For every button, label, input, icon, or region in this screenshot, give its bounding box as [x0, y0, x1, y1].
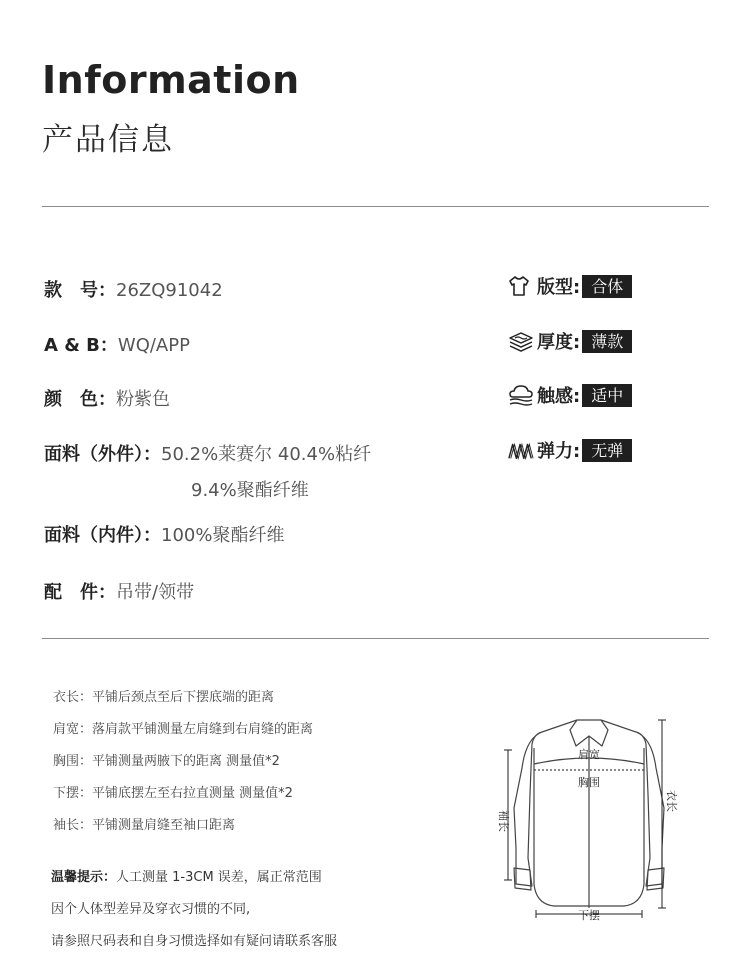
diagram-sleeve: 袖长: [497, 810, 510, 832]
attr-thickness-badge: 薄款: [582, 330, 632, 353]
tips-line-3: 请参照尺码表和自身习惯选择如有疑问请联系客服: [51, 934, 338, 949]
tips-text-1: 人工测量 1-3CM 误差，属正常范围: [116, 870, 322, 885]
attr-elasticity: [508, 437, 632, 463]
accessory-label: 配 件：: [44, 582, 116, 603]
attr-touch-badge: 适中: [582, 384, 632, 407]
divider-bottom: [42, 638, 709, 639]
title-cn: 产品信息: [42, 122, 174, 158]
attr-elasticity-badge: 无弹: [582, 439, 632, 462]
attr-touch-label: 触感:: [537, 386, 581, 407]
divider-top: [42, 206, 709, 207]
diagram-shoulder: 肩宽: [578, 748, 600, 761]
attr-elasticity-label: 弹力:: [537, 441, 581, 462]
fabric-inner-value: 100%聚酯纤维: [161, 525, 285, 546]
fabric-outer-row-2: [191, 476, 309, 502]
diagram-hem: 下摆: [578, 909, 600, 922]
ab-label: A & B：: [44, 335, 118, 356]
measure-chest: 胸围：平铺测量两腋下的距离 测量值*2: [53, 754, 280, 769]
fabric-outer-label: 面料（外件）：: [44, 444, 161, 465]
style-no-label: 款 号：: [44, 280, 116, 301]
color-value: 粉紫色: [116, 389, 170, 410]
measure-shoulder: 肩宽：落肩款平铺测量左肩缝到右肩缝的距离: [53, 722, 314, 737]
accessory-row: [44, 578, 194, 604]
diagram-length: 衣长: [665, 790, 678, 812]
title-en: Information: [42, 58, 300, 102]
fabric-inner-label: 面料（内件）：: [44, 525, 161, 546]
color-label: 颜 色：: [44, 389, 116, 410]
style-no-value: 26ZQ91042: [116, 280, 223, 301]
ab-value: WQ/APP: [117, 335, 190, 356]
measure-length: 衣长：平铺后颈点至后下摆底端的距离: [53, 690, 275, 705]
spring-icon: [508, 438, 534, 462]
measure-sleeve: 袖长：平铺测量肩缝至袖口距离: [53, 818, 236, 833]
shirt-diagram: [494, 708, 684, 930]
attr-fit-badge: 合体: [582, 275, 632, 298]
tips-line-1: [51, 866, 322, 885]
attr-touch: [508, 382, 632, 408]
fabric-outer-value-2: 9.4%聚酯纤维: [191, 480, 309, 501]
measure-hem: 下摆：平铺底摆左至右拉直测量 测量值*2: [53, 786, 293, 801]
attr-thickness: [508, 328, 632, 354]
attr-fit: [508, 273, 632, 299]
accessory-value: 吊带/领带: [116, 582, 195, 603]
color-row: [44, 385, 170, 411]
tips-label: 温馨提示：: [51, 870, 117, 885]
fabric-outer-value-1: 50.2%莱赛尔 40.4%粘纤: [161, 444, 372, 465]
attr-thickness-label: 厚度:: [537, 332, 581, 353]
diagram-chest: 胸围: [578, 776, 600, 789]
layers-icon: [508, 329, 534, 353]
tips-line-2: 因个人体型差异及穿衣习惯的不同,: [51, 902, 251, 917]
cloud-icon: [508, 383, 534, 407]
style-no-row: [44, 276, 223, 302]
ab-row: [44, 331, 190, 357]
fabric-inner-row: [44, 521, 284, 547]
attr-fit-label: 版型:: [537, 277, 581, 298]
tshirt-icon: [508, 274, 534, 298]
fabric-outer-row: [44, 440, 371, 466]
